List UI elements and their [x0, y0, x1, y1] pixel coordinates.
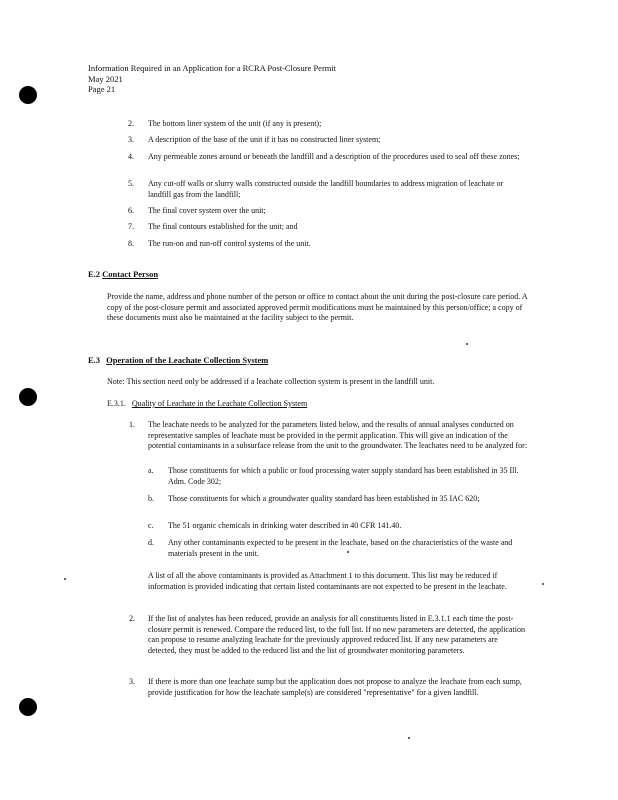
list-item-number: 6.: [128, 206, 134, 215]
scan-speck: [64, 578, 66, 580]
list-item-text: The bottom liner system of the unit (if any is present);: [148, 119, 322, 128]
list-item-number: 2.: [128, 119, 134, 128]
sub-item-letter: c.: [148, 521, 154, 530]
list-item-text: A description of the base of the unit if it has no constructed liner system;: [148, 135, 381, 144]
section-number: E.2: [88, 269, 101, 279]
sub-item-letter: a.: [148, 466, 154, 475]
list-item-number: 2.: [129, 614, 135, 623]
header-title: Information Required in an Application for a RCRA Post-Closure Permit: [88, 63, 337, 73]
section-heading-e2: [88, 269, 158, 280]
sub-item-text: Those constituents for which a groundwater quality standard has been established in 35 IAC 620;: [168, 494, 480, 503]
sub-item-text: Any other contaminants expected to be present in the leachate, based on the characteristics of the waste and materials present in the unit.: [168, 538, 513, 558]
section-heading-e3: [88, 355, 268, 366]
list-item-text: The final contours established for the unit; and: [148, 222, 298, 231]
contact-person-paragraph: Provide the name, address and phone number of the person or office to contact about the unit during the post-closure care period. A copy of the post-closure permit and associated approved permit modifications must be maintained by this person/office; a copy of these documents must also be maintained at the facility subject to the permit.: [107, 292, 528, 322]
section-title: Contact Person: [102, 269, 159, 279]
subsection-number: E.3.1.: [107, 399, 126, 408]
list-item-number: 7.: [128, 222, 134, 231]
list-item-text: Any cut-off walls or slurry walls constructed outside the landfill boundaries to address migration of leachate or landfill gas from the landfill;: [148, 179, 504, 199]
list-item-text: The run-on and run-off control systems of the unit.: [148, 239, 311, 248]
section-note: Note: This section need only be addressed if a leachate collection system is present in the landfill unit.: [107, 377, 435, 386]
list-item-text: If the list of analytes has been reduced, provide an analysis for all constituents listed in E.3.1.1 each time the post-closure permit is renewed. Compare the reduced list, to the full list. If no new parameters are detected, the application can propose to resume analyzing leachate for the previously approved reduced list. If any new parameters are detected, they must be added to the reduced list and the list of groundwater monitoring parameters.: [148, 614, 525, 655]
binder-hole-middle: [19, 388, 37, 406]
attachment-note: A list of all the above contaminants is provided as Attachment 1 to this document. This list may be reduced if information is provided indicating that certain listed contaminants are not expected to be present in the leachate.: [148, 571, 507, 591]
list-item-number: 1.: [129, 420, 135, 429]
scan-speck: [408, 737, 410, 739]
list-item-number: 3.: [129, 677, 135, 686]
sub-item-text: The 51 organic chemicals in drinking water described in 40 CFR 141.40.: [168, 521, 402, 530]
sub-item-text: Those constituents for which a public or food processing water supply standard has been established in 35 Ill. Adm. Code 302;: [168, 466, 519, 486]
header-date: May 2021: [88, 73, 123, 84]
list-item-text: The leachate needs to be analyzed for the parameters listed below, and the results of annual analyses conducted on representative samples of leachate must be provided in the permit application. This will give an indication of the potential contaminants in a subsurface release from the unit to the groundwater. The leachates need to be analyzed for:: [148, 420, 528, 450]
sub-item-letter: d.: [148, 538, 154, 547]
scan-speck: [347, 551, 349, 553]
list-item-number: 5.: [128, 179, 134, 188]
header-page-number: Page 21: [88, 84, 116, 94]
list-item-number: 8.: [128, 239, 134, 248]
scan-speck: [542, 583, 544, 585]
list-item-text: Any permeable zones around or beneath the landfill and a description of the procedures used to seal off these zones;: [148, 152, 520, 161]
list-item-number: 3.: [128, 135, 134, 144]
binder-hole-bottom: [19, 698, 37, 716]
page-header: [88, 63, 336, 95]
sub-item-letter: b.: [148, 494, 154, 503]
binder-hole-top: [19, 86, 37, 104]
subsection-title: Quality of Leachate in the Leachate Collection System: [131, 399, 308, 408]
subsection-heading: [107, 399, 307, 410]
scan-speck: [466, 343, 468, 345]
list-item-text: If there is more than one leachate sump but the application does not propose to analyze the leachate from each sump, provide justification for how the leachate sample(s) are considered "representative" for a given landfill.: [148, 677, 522, 697]
list-item-text: The final cover system over the unit;: [148, 206, 266, 215]
section-number: E.3: [88, 355, 101, 365]
list-item-number: 4.: [128, 152, 134, 161]
section-title: Operation of the Leachate Collection System: [106, 355, 269, 365]
